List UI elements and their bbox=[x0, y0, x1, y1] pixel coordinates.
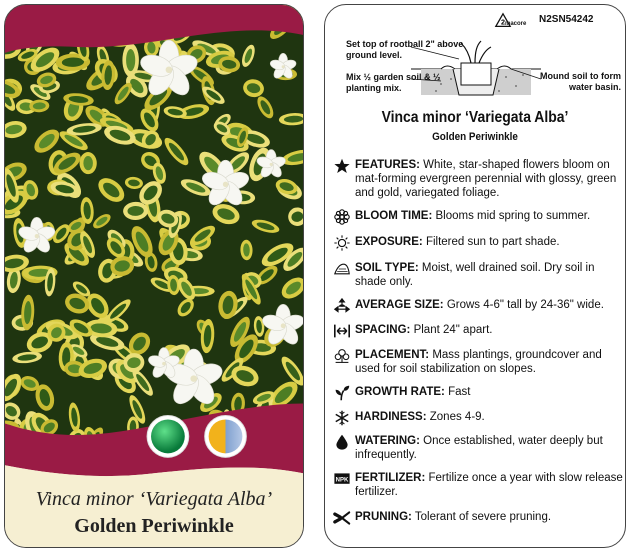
growth-rate-label: GROWTH RATE: bbox=[355, 386, 445, 398]
back-common-name: Golden Periwinkle bbox=[432, 131, 518, 143]
size-icon bbox=[333, 298, 351, 314]
exposure-text: Filtered sun to part shade. bbox=[425, 236, 560, 248]
average-size-text: Grows 4-6" tall by 24-36" wide. bbox=[446, 299, 604, 311]
pruning-row bbox=[333, 510, 623, 524]
soil-type-label: SOIL TYPE: bbox=[355, 262, 419, 274]
rootball-label: Set top of rootball 2" above ground level. bbox=[346, 39, 464, 60]
spacing-row bbox=[333, 323, 623, 337]
spacing-icon bbox=[333, 323, 351, 339]
exposure-row bbox=[333, 235, 623, 249]
fertilizer-row bbox=[333, 471, 623, 499]
exposure-label: EXPOSURE: bbox=[355, 236, 423, 248]
svg-text:2: 2 bbox=[501, 17, 505, 27]
features-text: White, star-shaped flowers bloom on mat-forming evergreen perennial with glossy, green and gold, variegated foliage. bbox=[355, 159, 617, 199]
spacing-text: Plant 24" apart. bbox=[413, 324, 493, 336]
full-sun-icon bbox=[148, 417, 190, 459]
fertilizer-text: Fertilize once a year with slow release fertilizer. bbox=[355, 472, 623, 498]
spacing-label: SPACING: bbox=[355, 324, 411, 336]
placement-icon bbox=[333, 348, 351, 364]
hardiness-row bbox=[333, 410, 623, 424]
growth-rate-row bbox=[333, 385, 623, 399]
hardiness-text: Zones 4-9. bbox=[429, 411, 485, 423]
soil-type-text: Moist, well drained soil. Dry soil in shade only. bbox=[355, 262, 595, 288]
flower-icon bbox=[333, 209, 351, 225]
mound-label: Mound soil to form water basin. bbox=[540, 71, 621, 92]
plant-photo bbox=[5, 5, 303, 547]
sprout-icon bbox=[333, 385, 351, 401]
water-drop-icon bbox=[333, 434, 351, 450]
growth-rate-text: Fast bbox=[448, 386, 471, 398]
star-icon bbox=[333, 158, 351, 174]
watering-text: Once established, water deeply but infrequently. bbox=[355, 435, 603, 461]
watering-label: WATERING: bbox=[355, 435, 420, 447]
placement-label: PLACEMENT: bbox=[355, 349, 430, 361]
features-row bbox=[333, 158, 623, 200]
hardiness-label: HARDINESS: bbox=[355, 411, 427, 423]
pruning-shears-icon bbox=[333, 510, 351, 526]
bloom-time-label: BLOOM TIME: bbox=[355, 210, 433, 222]
recycle-brand: macore bbox=[505, 21, 527, 27]
soil-mix-label: Mix ½ garden soil & ½ planting mix. bbox=[346, 72, 441, 93]
features-label: FEATURES: bbox=[355, 159, 420, 171]
bloom-time-text: Blooms mid spring to summer. bbox=[435, 210, 591, 222]
sku-code: N2SN54242 bbox=[539, 14, 594, 25]
front-botanical-name: Vinca minor ‘Variegata Alba’ bbox=[35, 488, 273, 510]
pruning-label: PRUNING: bbox=[355, 511, 412, 523]
svg-text:NPK: NPK bbox=[335, 477, 349, 484]
npk-icon bbox=[333, 471, 351, 487]
soil-icon bbox=[333, 261, 351, 277]
average-size-label: AVERAGE SIZE: bbox=[355, 299, 444, 311]
watering-row bbox=[333, 434, 623, 462]
snowflake-icon bbox=[333, 410, 351, 426]
pruning-text: Tolerant of severe pruning. bbox=[414, 511, 552, 523]
back-card bbox=[324, 4, 626, 548]
average-size-row bbox=[333, 298, 623, 312]
placement-row bbox=[333, 348, 623, 376]
front-card bbox=[4, 4, 304, 548]
soil-type-row bbox=[333, 261, 623, 289]
sun-icon bbox=[333, 235, 351, 251]
fertilizer-label: FERTILIZER: bbox=[355, 472, 426, 484]
back-botanical-name: Vinca minor ‘Variegata Alba’ bbox=[381, 109, 569, 126]
bloom-time-row bbox=[333, 209, 623, 223]
part-shade-icon bbox=[206, 417, 248, 459]
placement-text: Mass plantings, groundcover and used for soil stabilization on slopes. bbox=[355, 349, 602, 375]
front-common-name: Golden Periwinkle bbox=[74, 515, 234, 537]
